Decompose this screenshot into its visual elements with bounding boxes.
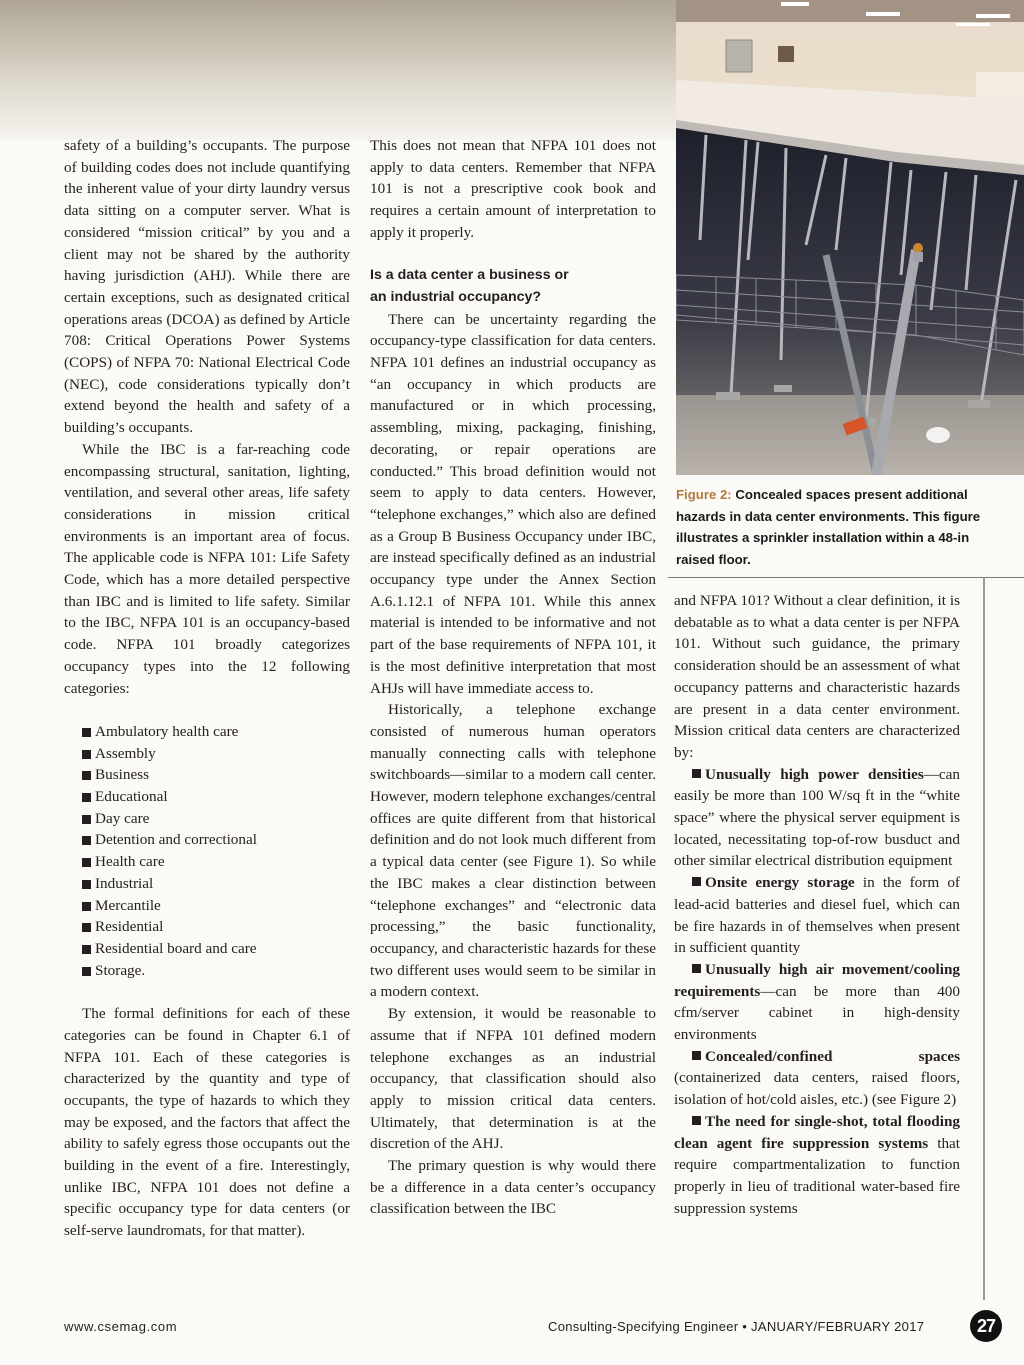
list-item: Residential board and care bbox=[82, 938, 350, 960]
footer-website[interactable]: www.csemag.com bbox=[64, 1319, 178, 1334]
list-item: Industrial bbox=[82, 873, 350, 895]
bullet-square-icon bbox=[82, 858, 91, 867]
paragraph: The formal definitions for each of these categories can be found in Chapter 6.1 of NFPA 101. Each of these categories is characterized by the quantity and type of occupants, the type of hazards to which they may be exposed, and the factors that affect the ability to safely egress those occupants out the building in the event of a fire. Interestingly, unlike IBC, NFPA 101 does not define a specific occupancy type for data centers (or self-serve laundromats, for that matter). bbox=[64, 1005, 350, 1240]
list-item: Storage. bbox=[82, 960, 350, 982]
paragraph: While the IBC is a far-reaching code encompassing structural, sanitation, lighting, ventilation, and several other areas, life safety considerations in mission critical environments is an important area of focus. The applicable code is NFPA 101: Life Safety Code, which has a more detailed perspective than IBC and is limited to life safety. Similar to the IBC, NFPA 101 is an occupancy-based code. NFPA 101 broadly categorizes occupancy types into the 12 following categories: bbox=[64, 440, 350, 697]
list-item: Mercantile bbox=[82, 895, 350, 917]
bullet-square-icon bbox=[82, 945, 91, 954]
bullet-square-icon bbox=[82, 793, 91, 802]
bullet-square-icon bbox=[82, 836, 91, 845]
figure-caption-text: Concealed spaces present additional hazards in data center environments. This figure illustrates a sprinkler installation within a 48-in raised floor. bbox=[676, 487, 981, 567]
bullet-square-icon bbox=[692, 1116, 701, 1125]
bullet-square-icon bbox=[82, 880, 91, 889]
paragraph: There can be uncertainty regarding the occupancy-type classification for data centers. NFPA 101 defines an industrial occupancy as “an occupancy in which products are manufactured or in which processing, assembling, mixing, packaging, finishing, decorating, or repair operations are conducted.” This broad definition would not seem to apply to data centers. However, “telephone exchanges,” which also are defined as a Group B Business Occupancy under IBC, are instead specifically defined as an industrial occupancy type under the Annex Section A.6.1.12.1 of NFPA 101. While this annex material is intended to be informative and not part of the base requirements of NFPA 101, it is the most definitive interpretation that most AHJs will have immediate access to. bbox=[370, 310, 656, 697]
bullet-paragraph: Unusually high air movement/cooling requirements—can be more than 400 cfm/server cabinet in high-density environments bbox=[674, 960, 960, 1044]
paragraph: The primary question is why would there be a difference in a data center’s occupancy classification between the IBC bbox=[370, 1157, 656, 1218]
figure-label: Figure 2: bbox=[676, 487, 732, 502]
bullet-square-icon bbox=[82, 728, 91, 737]
bullet-paragraph: Unusually high power densities—can easily be more than 100 W/sq ft in the “white space” where the physical server equipment is located, necessitating top-of-row busduct and other similar electrical distribution equipment bbox=[674, 765, 960, 870]
bullet-square-icon bbox=[82, 923, 91, 932]
article-column-1 bbox=[64, 135, 350, 1242]
paragraph: Historically, a telephone exchange consisted of numerous human operators manually connecting calls with telephone switchboards—similar to a modern call center. However, modern telephone exchanges/central offices are quite different from that historical definition and do not look much different from a typical data center (see Figure 1). So while the IBC makes a clear distinction between “telephone exchanges” and “electronic data processing,” the basic functionality, occupancy, and characteristic hazards for these two different uses would seem to be similar in a modern context. bbox=[370, 701, 656, 1001]
list-item: Residential bbox=[82, 916, 350, 938]
bullet-square-icon bbox=[692, 1051, 701, 1060]
paragraph: This does not mean that NFPA 101 does not apply to data centers. Remember that NFPA 101 is not a prescriptive cook book and requires a certain amount of interpretation to apply it properly. bbox=[370, 137, 656, 241]
paragraph: safety of a building’s occupants. The purpose of building codes does not include quantifying the inherent value of your dirty laundry versus data sitting on a computer server. What is considered “mission critical” by you and a client may not be shared by the authority having jurisdiction (AHJ). While there are certain exceptions, such as designated critical operations areas (DCOA) as defined by Article 708: Critical Operations Power Systems (COPS) of NFPA 70: National Electrical Code (NEC), code considerations typically don’t extend beyond the health and safety of a building’s occupants. bbox=[64, 137, 350, 437]
bullet-square-icon bbox=[82, 750, 91, 759]
bullet-square-icon bbox=[692, 964, 701, 973]
bullet-paragraph: Onsite energy storage in the form of lead-acid batteries and diesel fuel, which can be fire hazards in of themselves when present in sufficient quantity bbox=[674, 874, 960, 957]
bullet-square-icon bbox=[82, 771, 91, 780]
vertical-divider bbox=[983, 577, 985, 1300]
list-item: Detention and correctional bbox=[82, 829, 350, 851]
section-heading: Is a data center a business or an industrial occupancy? bbox=[370, 267, 569, 305]
list-item: Health care bbox=[82, 851, 350, 873]
bullet-square-icon bbox=[82, 815, 91, 824]
bullet-square-icon bbox=[82, 902, 91, 911]
list-item: Day care bbox=[82, 808, 350, 830]
article-column-2 bbox=[370, 135, 656, 1220]
page-number-badge: 27 bbox=[970, 1310, 1002, 1342]
figure-caption bbox=[676, 484, 996, 570]
bullet-square-icon bbox=[692, 877, 701, 886]
bullet-paragraph: The need for single-shot, total flooding clean agent fire suppression systems that require compartmentalization to function properly in lieu of traditional water-based fire suppression systems bbox=[674, 1112, 960, 1217]
raised-floor-photo-icon bbox=[676, 0, 1024, 475]
occupancy-categories-list bbox=[64, 721, 350, 981]
list-item: Business bbox=[82, 764, 350, 786]
list-item: Ambulatory health care bbox=[82, 721, 350, 743]
header-gradient-band bbox=[0, 0, 676, 140]
list-item: Educational bbox=[82, 786, 350, 808]
horizontal-divider bbox=[668, 577, 1024, 578]
paragraph: By extension, it would be reasonable to assume that if NFPA 101 defined modern telephone exchanges as an industrial occupancy, that classification should also apply to mission critical data centers. Ultimately, that determination is at the discretion of the AHJ. bbox=[370, 1005, 656, 1153]
footer-publication: Consulting-Specifying Engineer • JANUARY/FEBRUARY 2017 bbox=[548, 1319, 925, 1334]
bullet-square-icon bbox=[692, 769, 701, 778]
article-column-3 bbox=[674, 590, 960, 1219]
paragraph: and NFPA 101? Without a clear definition, it is debatable as to what a data center is per NFPA 101. Without such guidance, the primary consideration should be an assessment of what occupancy patterns and characteristic hazards are present in a data center environment. Mission critical data centers are characterized by: bbox=[674, 592, 960, 761]
figure-2-photo bbox=[676, 0, 1024, 475]
list-item: Assembly bbox=[82, 743, 350, 765]
bullet-paragraph: Concealed/confined spaces (containerized data centers, raised floors, isolation of hot/cold aisles, etc.) (see Figure 2) bbox=[674, 1047, 960, 1109]
bullet-square-icon bbox=[82, 967, 91, 976]
